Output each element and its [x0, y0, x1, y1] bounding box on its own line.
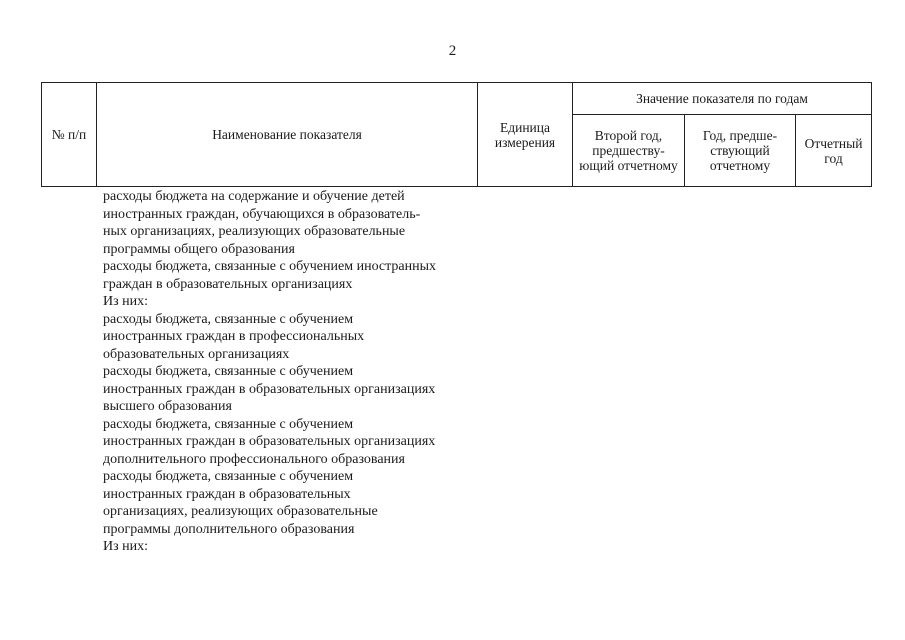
indicator-line: граждан в образовательных организациях — [103, 276, 353, 292]
indicator-line: программы дополнительного образования — [103, 521, 355, 537]
indicator-line: программы общего образования — [103, 241, 295, 257]
column-header-unit: Единица измерения — [478, 83, 573, 187]
indicator-line: Из них: — [103, 294, 149, 309]
indicator-line: иностранных граждан в образовательных — [103, 486, 351, 502]
column-header-reporting-year: Отчетный год — [796, 115, 872, 187]
column-header-second-year-before: Второй год, предшеству-ющий отчетному — [573, 115, 685, 187]
indicator-line: дополнительного профессионального образования — [103, 451, 405, 467]
column-header-previous-year: Год, предше-ствующий отчетному — [685, 115, 796, 187]
indicator-line: высшего образования — [103, 399, 232, 414]
indicator-line: иностранных граждан в профессиональных — [103, 329, 365, 344]
page-number: 2 — [448, 43, 457, 59]
indicator-line: Из них: — [103, 539, 149, 554]
indicator-line: организациях, реализующих образовательные — [103, 504, 378, 519]
indicator-line: расходы бюджета, связанные с обучением — [103, 311, 354, 327]
indicator-line: расходы бюджета на содержание и обучение детей — [103, 189, 405, 204]
indicator-list — [103, 188, 483, 556]
indicator-line: ных организациях, реализующих образовательные — [103, 224, 406, 239]
indicator-line: расходы бюджета, связанные с обучением иностранных — [103, 259, 437, 274]
column-header-values-by-year: Значение показателя по годам — [573, 83, 872, 115]
indicator-line: иностранных граждан в образовательных организациях — [103, 381, 436, 397]
column-header-number: № п/п — [42, 83, 97, 187]
indicator-line: иностранных граждан, обучающихся в образователь- — [103, 206, 421, 222]
indicator-line: образовательных организациях — [103, 346, 290, 362]
indicator-line: расходы бюджета, связанные с обучением — [103, 469, 354, 484]
column-header-name: Наименование показателя — [97, 83, 478, 187]
indicator-line: расходы бюджета, связанные с обучением — [103, 364, 354, 379]
indicator-table-header — [41, 82, 872, 187]
indicator-line: расходы бюджета, связанные с обучением — [103, 416, 354, 432]
indicator-line: иностранных граждан в образовательных организациях — [103, 434, 436, 449]
